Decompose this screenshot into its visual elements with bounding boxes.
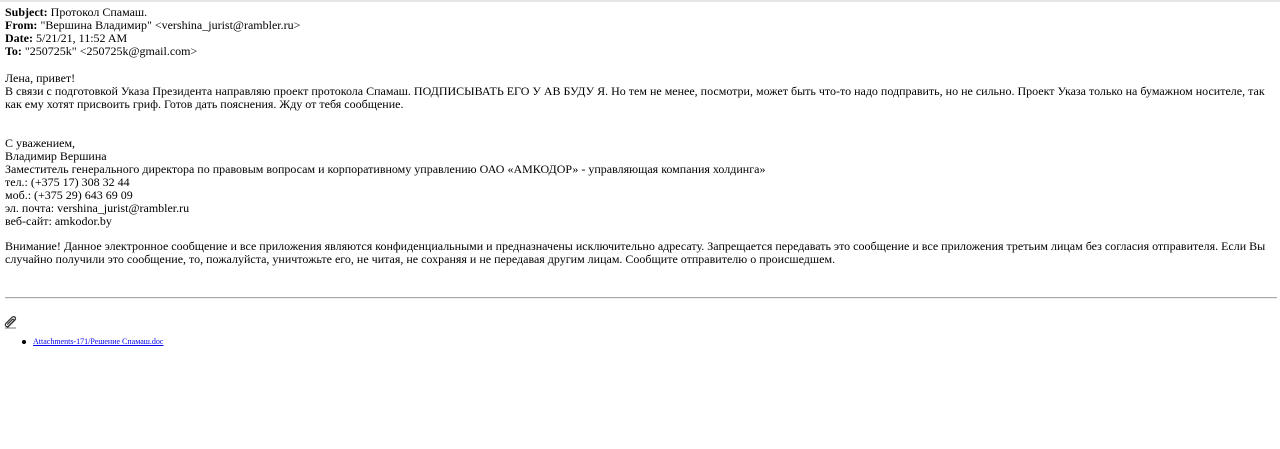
attachments-list — [20, 336, 163, 348]
subject-value: Протокол Спамаш. — [47, 5, 148, 19]
email-body — [5, 72, 1273, 111]
to-value: "250725k" <250725k@gmail.com> — [21, 44, 198, 58]
signature-position: Заместитель генерального директора по правовым вопросам и корпоративному управлению ОАО «АМКОДОР» - управляющая компания холдинга» — [5, 162, 766, 176]
subject-key: Subject: — [5, 5, 48, 19]
to-key: To: — [5, 44, 22, 58]
signature-closing: С уважением, — [5, 136, 76, 150]
paperclip-icon — [4, 315, 17, 329]
signature-mobile: моб.: (+375 29) 643 69 09 — [5, 188, 133, 202]
from-header — [5, 19, 1265, 32]
bullet-icon — [22, 340, 26, 344]
to-header — [5, 45, 1265, 58]
from-key: From: — [5, 18, 38, 32]
signature-name: Владимир Вершина — [5, 149, 107, 163]
signature — [5, 137, 1265, 228]
date-key: Date: — [5, 31, 33, 45]
signature-email: эл. почта: vershina_jurist@rambler.ru — [5, 201, 190, 215]
attachments-divider — [5, 297, 1277, 299]
email-headers — [5, 6, 1265, 58]
greeting: Лена, привет! — [5, 71, 76, 85]
date-value: 5/21/21, 11:52 AM — [32, 31, 128, 45]
body-paragraph: В связи с подготовкой Указа Президента направляю проект протокола Спамаш. ПОДПИСЫВАТЬ ЕГО У АВ БУДУ Я. Но тем не менее, посмотри, может быть что-то надо подправить, но не сильно. Проект Указа только на бумажном носителе, так как ему хотят присвоить гриф. Готов дать пояснения. Жду от тебя сообщение. — [5, 84, 1265, 111]
top-border — [0, 0, 1280, 2]
attachment-item — [20, 336, 163, 348]
signature-phone: тел.: (+375 17) 308 32 44 — [5, 175, 130, 189]
signature-website: веб-сайт: amkodor.by — [5, 214, 112, 228]
attachment-link[interactable]: Attachments-171/Решение Спамаш.doc — [33, 337, 164, 346]
from-value: "Вершина Владимир" <vershina_jurist@rambler.ru> — [37, 18, 301, 32]
confidentiality-disclaimer: Внимание! Данное электронное сообщение и все приложения являются конфиденциальными и предназначены исключительно адресату. Запрещается передавать это сообщение и все приложения третьим лицам без согласия отправителя. Если Вы случайно получили это сообщение, то, пожалуйста, уничтожьте его, не читая, не сохраняя и не передавая другим лицам. Сообщите отправителю о происшедшем. — [5, 239, 1266, 266]
